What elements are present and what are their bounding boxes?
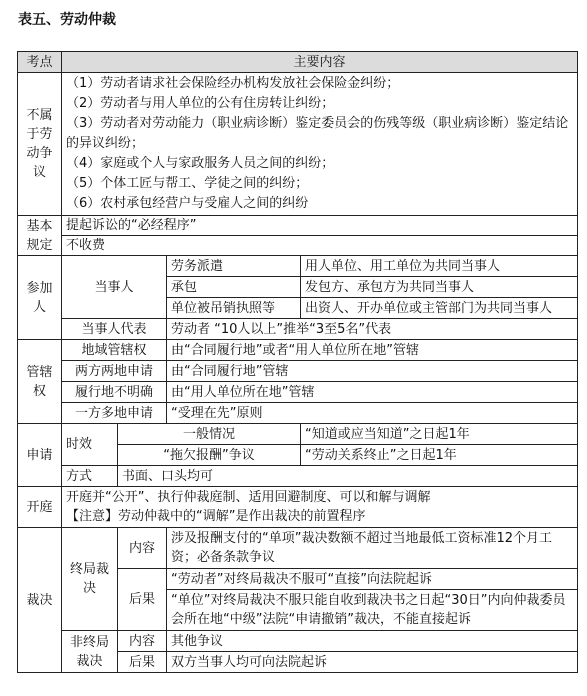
nonfinal-content: 其他争议 — [167, 631, 578, 652]
method-label: 方式 — [62, 466, 118, 487]
basic-row — [18, 236, 578, 256]
rep-desc: 劳动者 “10人以上”推举“3至5名”代表 — [167, 319, 578, 340]
not-labor-label: 不属于劳动争议 — [18, 73, 62, 216]
party-desc: 发包方、承包方为共同当事人 — [301, 277, 578, 298]
basic-item: 不收费 — [62, 236, 578, 256]
page-title: 表五、劳动仲裁 — [18, 12, 116, 28]
jurisdiction-row — [18, 382, 578, 403]
party-label: 当事人 — [62, 256, 167, 319]
participants-label: 参加人 — [18, 256, 62, 340]
jurisdiction-key: 两方两地申请 — [62, 361, 167, 382]
party-desc: 用人单位、用工单位为共同当事人 — [301, 256, 578, 277]
list-item: （1）劳动者请求社会保险经办机构发放社会保险金纠纷； — [66, 76, 400, 91]
participant-row — [18, 319, 578, 340]
not-labor-list — [62, 73, 578, 216]
limit-key: 一般情况 — [118, 424, 301, 445]
jurisdiction-value: 由“用人单位所在地”管辖 — [167, 382, 578, 403]
hearing-row — [18, 487, 578, 528]
party-type: 承包 — [167, 277, 301, 298]
jurisdiction-value: 由“合同履行地”或者“用人单位所在地”管辖 — [167, 340, 578, 361]
basic-label: 基本规定 — [18, 216, 62, 256]
ruling-row — [18, 631, 578, 652]
basic-row — [18, 216, 578, 236]
ruling-label: 裁决 — [18, 528, 62, 673]
ruling-row — [18, 528, 578, 569]
party-type: 劳务派遣 — [167, 256, 301, 277]
labor-arbitration-table — [17, 51, 578, 673]
basic-item: 提起诉讼的“必经程序” — [62, 216, 578, 236]
list-item: （4）家庭或个人与家政服务人员之间的纠纷； — [66, 156, 335, 171]
jurisdiction-row — [18, 340, 578, 361]
final-result: “单位”对终局裁决不服只能自收到裁决书之日起“30日”内向仲裁委员会所在地“中级”法院“申请撤销”裁决，不能直接起诉 — [167, 590, 578, 631]
jurisdiction-key: 履行地不明确 — [62, 382, 167, 403]
party-desc: 出资人、开办单位或主管部门为共同当事人 — [301, 298, 578, 319]
final-result: “劳动者”对终局裁决不服可“直接”向法院起诉 — [167, 569, 578, 590]
list-item: （5）个体工匠与帮工、学徒之间的纠纷； — [66, 176, 309, 191]
limit-value: “知道或应当知道”之日起1年 — [301, 424, 578, 445]
hearing-line: 开庭并“公开”、执行仲裁庭制、适用回避制度、可以和解与调解 — [66, 490, 431, 505]
rep-label: 当事人代表 — [62, 319, 167, 340]
apply-label: 申请 — [18, 424, 62, 487]
content-label: 内容 — [118, 631, 167, 652]
limit-key: “拖欠报酬”争议 — [118, 445, 301, 466]
header-content: 主要内容 — [62, 52, 578, 73]
party-type: 单位被吊销执照等 — [167, 298, 301, 319]
participant-row — [18, 256, 578, 277]
header-topic: 考点 — [18, 52, 62, 73]
result-label: 后果 — [118, 569, 167, 631]
jurisdiction-key: 一方多地申请 — [62, 403, 167, 424]
header-row — [18, 52, 578, 73]
apply-row — [18, 424, 578, 445]
note-text: 劳动仲裁中的“调解”是作出裁决的前置程序 — [118, 509, 366, 524]
result-label: 后果 — [118, 652, 167, 673]
method-value: 书面、口头均可 — [118, 466, 578, 487]
jurisdiction-key: 地域管辖权 — [62, 340, 167, 361]
jurisdiction-value: “受理在先”原则 — [167, 403, 578, 424]
jurisdiction-label: 管辖权 — [18, 340, 62, 424]
hearing-note — [66, 507, 573, 526]
list-item: （2）劳动者与用人单位的公有住房转让纠纷； — [66, 96, 335, 111]
hearing-content — [62, 487, 578, 528]
content-label: 内容 — [118, 528, 167, 569]
final-content: 涉及报酬支付的“单项”裁决数额不超过当地最低工资标准12个月工资；必备条款争议 — [167, 528, 578, 569]
final-label: 终局裁决 — [62, 528, 118, 631]
nonfinal-label: 非终局裁决 — [62, 631, 118, 673]
hearing-label: 开庭 — [18, 487, 62, 528]
note-tag: 【注意】 — [66, 509, 119, 524]
jurisdiction-row — [18, 403, 578, 424]
limit-label: 时效 — [62, 424, 118, 466]
jurisdiction-value: 由“合同履行地”管辖 — [167, 361, 578, 382]
limit-value: “劳动关系终止”之日起1年 — [301, 445, 578, 466]
list-item: （3）劳动者对劳动能力（职业病诊断）鉴定委员会的伤残等级（职业病诊断）鉴定结论的异议纠纷； — [66, 116, 569, 151]
not-labor-row — [18, 73, 578, 216]
jurisdiction-row — [18, 361, 578, 382]
nonfinal-result: 双方当事人均可向法院起诉 — [167, 652, 578, 673]
apply-row — [18, 466, 578, 487]
list-item: （6）农村承包经营户与受雇人之间的纠纷 — [66, 196, 309, 211]
